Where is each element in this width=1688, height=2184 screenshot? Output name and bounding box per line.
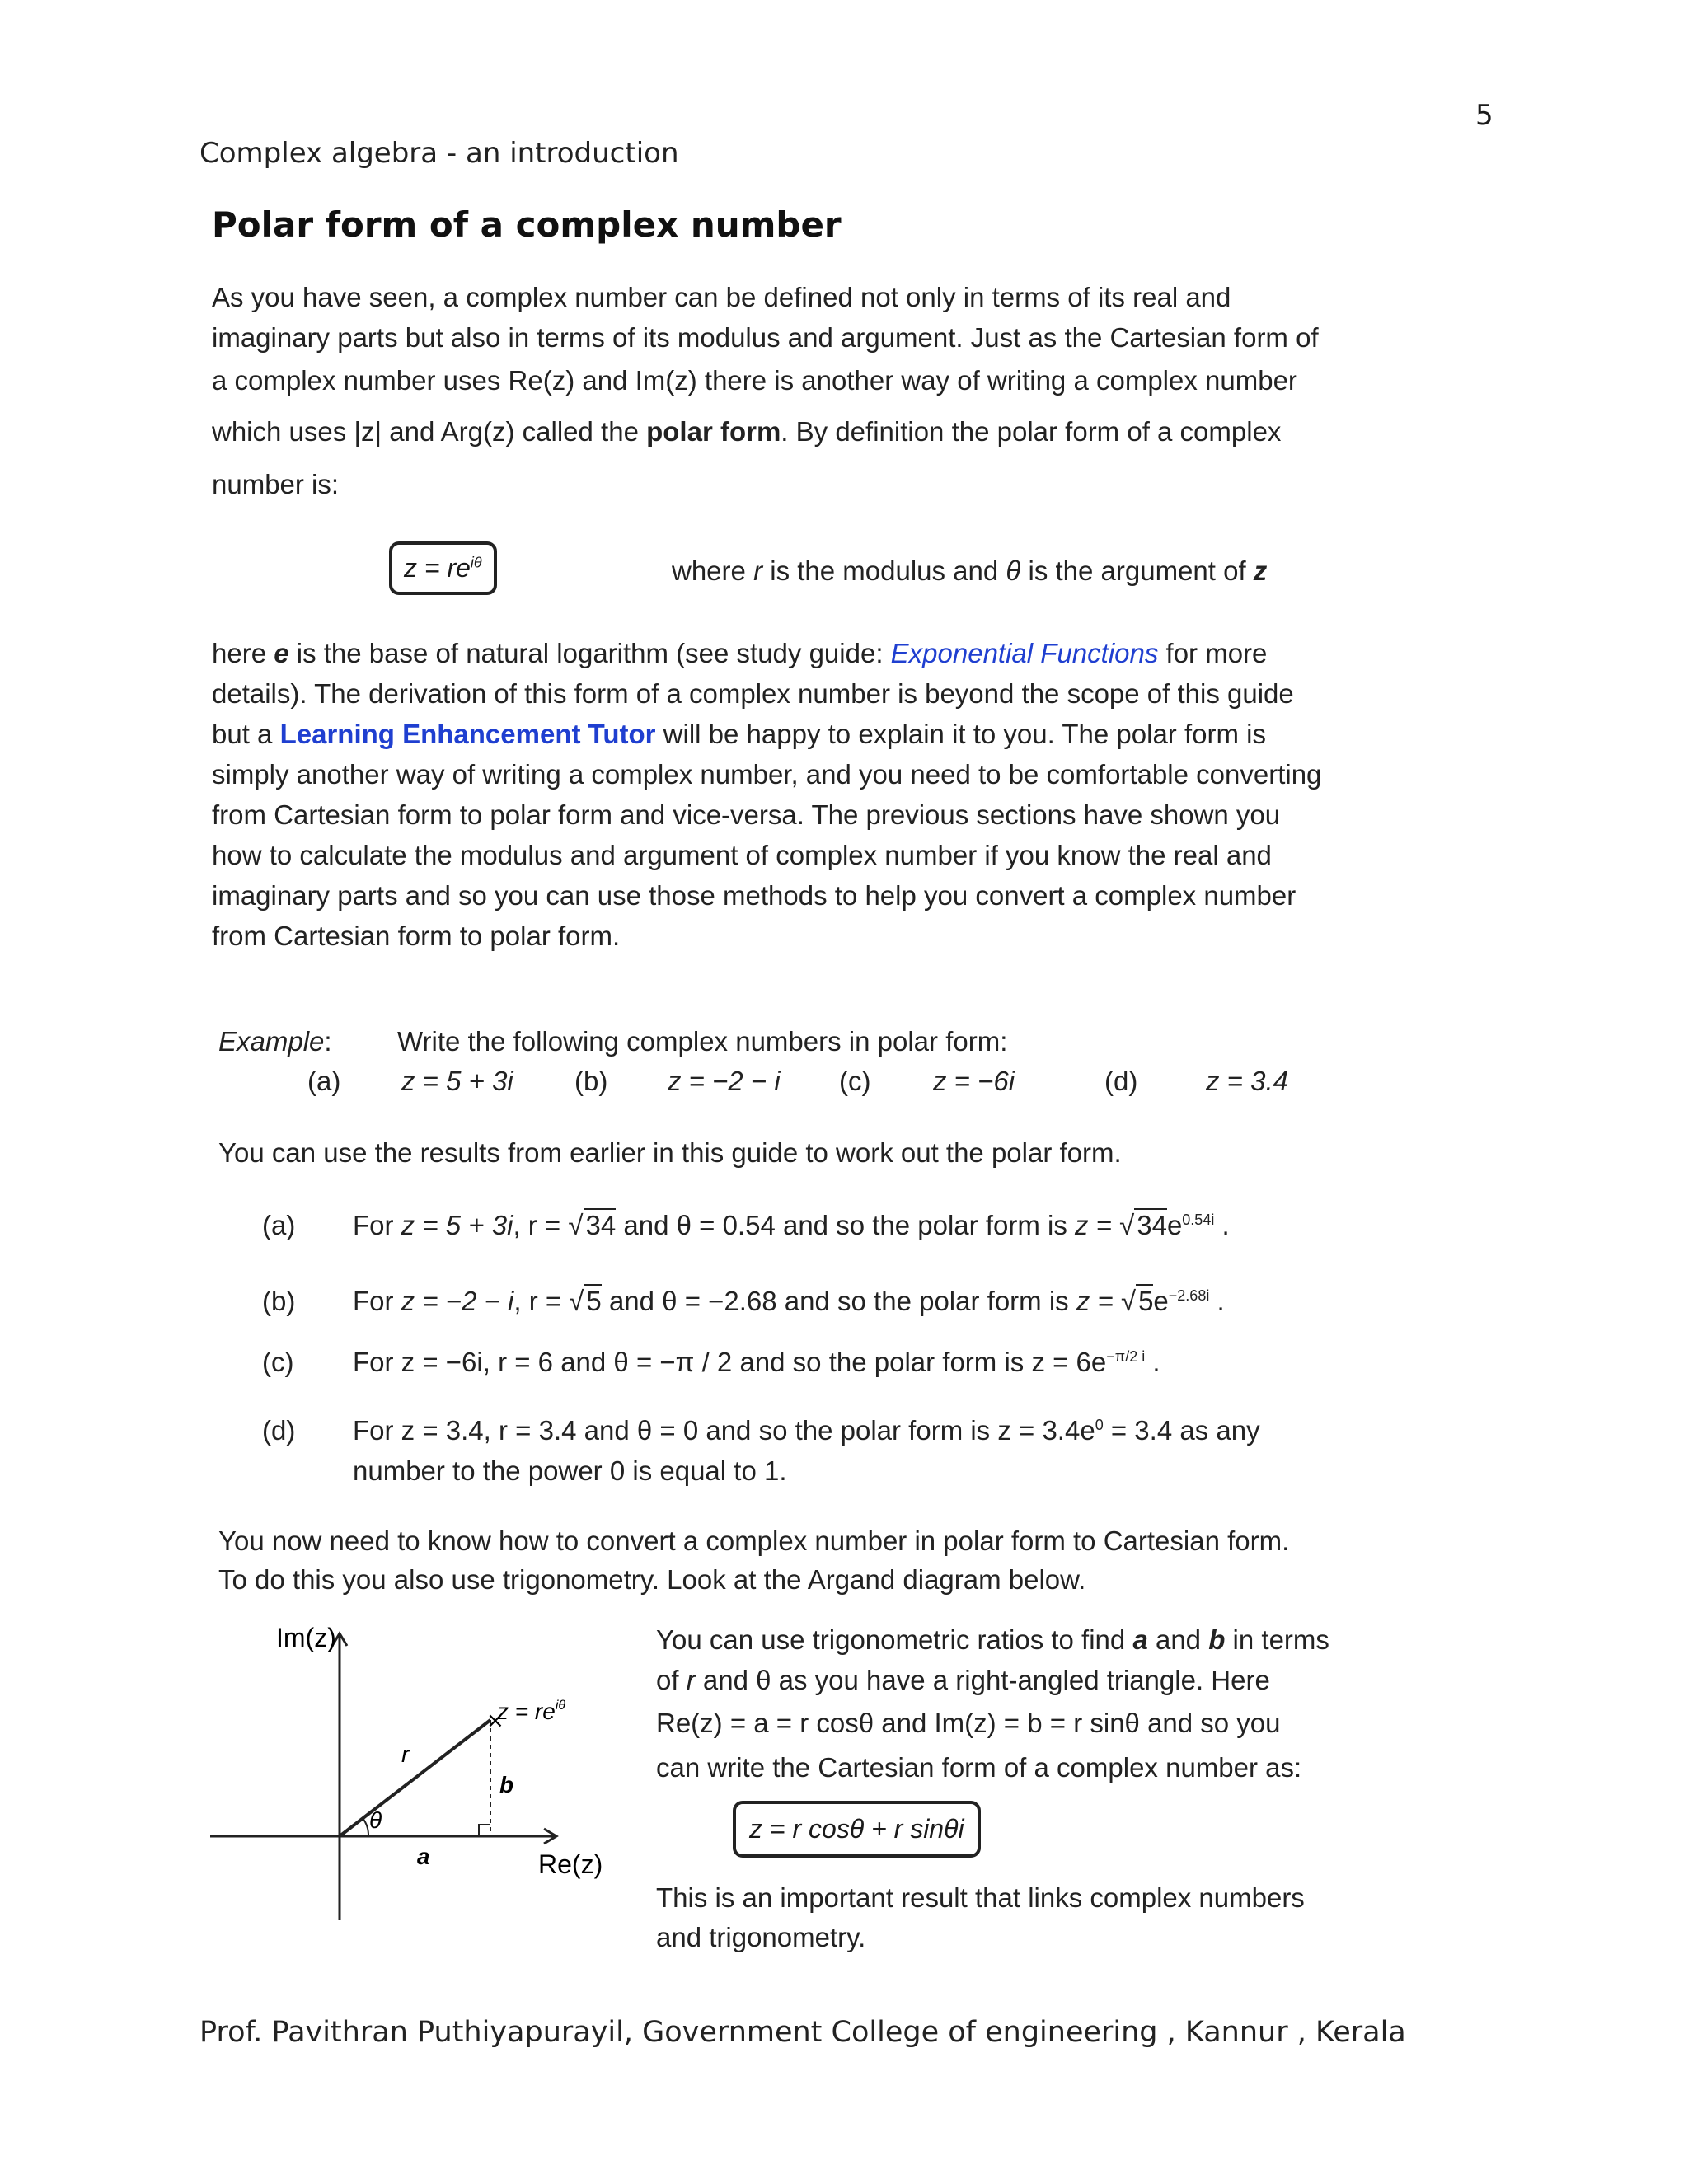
a-label: a: [417, 1844, 430, 1869]
trig-line-1: You can use trigonometric ratios to find a and b in terms: [656, 1624, 1329, 1655]
imaginary-axis-label: Im(z): [276, 1623, 336, 1652]
cartesian-form-box: z = r cosθ + r sinθi: [733, 1801, 981, 1858]
exponential-functions-link[interactable]: Exponential Functions: [890, 638, 1159, 668]
argand-diagram: [210, 1615, 622, 1929]
explanation-line-7: imaginary parts and so you can use those methods to help you convert a complex number: [212, 880, 1296, 911]
solution-d-label: (d): [262, 1415, 296, 1446]
explanation-line-4: simply another way of writing a complex number, and you need to be comfortable converting: [212, 759, 1322, 790]
explanation-line-1: here e is the base of natural logarithm (see study guide: Exponential Functions for more: [212, 638, 1268, 668]
im-z: Im(z): [635, 365, 697, 396]
solution-c: For z = −6i, r = 6 and θ = −π / 2 and so the polar form is $z = 6e^{-\pi/2 i}$ .: [353, 1347, 1160, 1377]
modulus-label: r: [401, 1741, 410, 1767]
point-marker: ×: [486, 1708, 504, 1733]
trig-line-3: Re(z) = a = r cosθ and Im(z) = b = r sinθ and so you: [656, 1708, 1281, 1738]
solution-b-label: (b): [262, 1286, 296, 1316]
page-number: 5: [1475, 99, 1493, 132]
explanation-line-8: from Cartesian form to polar form.: [212, 921, 621, 951]
polar-form-term: polar form: [646, 416, 781, 447]
intro-line-2: imaginary parts but also in terms of its modulus and argument. Just as the Cartesian form of: [212, 322, 1319, 353]
intro-line-3: a complex number uses Re(z) and Im(z) there is another way of writing a complex number: [212, 365, 1297, 396]
example-part-b-expr: z = −2 − i: [668, 1066, 781, 1096]
trig-line-6: and trigonometry.: [656, 1922, 866, 1952]
right-angle-marker: [479, 1825, 490, 1836]
polar-definition-box: [389, 541, 497, 595]
polar-definition-exponent: iθ: [470, 554, 482, 571]
real-axis-label: Re(z): [538, 1849, 603, 1879]
explanation-line-3: but a Learning Enhancement Tutor will be happy to explain it to you. The polar form is: [212, 719, 1266, 749]
trig-line-5: This is an important result that links complex numbers: [656, 1882, 1305, 1913]
example-label: Example:: [218, 1026, 332, 1057]
b-label: b: [499, 1772, 514, 1797]
footer: Prof. Pavithran Puthiyapurayil, Government College of engineering , Kannur , Kerala: [199, 2016, 1406, 2049]
solution-b: For z = −2 − i, r = √5 and θ = −2.68 and so the polar form is $z = √5e^{-2.68i}$ .: [353, 1286, 1225, 1316]
example-part-a-expr: z = 5 + 3i: [401, 1066, 513, 1096]
convert-line-1: You now need to know how to convert a complex number in polar form to Cartesian form.: [218, 1526, 1290, 1556]
example-part-c-expr: z = −6i: [933, 1066, 1015, 1096]
arg-z: Arg(z): [440, 416, 515, 447]
angle-arc: [363, 1818, 368, 1836]
explanation-line-6: how to calculate the modulus and argument of complex number if you know the real and: [212, 840, 1272, 870]
example-part-c-label: (c): [839, 1066, 871, 1096]
example-part-d-expr: z = 3.4: [1206, 1066, 1288, 1096]
solution-a-label: (a): [262, 1210, 296, 1240]
intro-line-1: As you have seen, a complex number can be defined not only in terms of its real and: [212, 282, 1231, 312]
solution-d: For z = 3.4, r = 3.4 and θ = 0 and so the polar form is $z = 3.4e^0 = 3.4$ as any: [353, 1415, 1260, 1446]
learning-tutor-link[interactable]: Learning Enhancement Tutor: [279, 719, 656, 749]
solution-intro: You can use the results from earlier in this guide to work out the polar form.: [218, 1137, 1122, 1168]
solution-d-line-2: number to the power 0 is equal to 1.: [353, 1455, 787, 1486]
convert-line-2: To do this you also use trigonometry. Look at the Argand diagram below.: [218, 1564, 1086, 1595]
explanation-line-5: from Cartesian form to polar form and vice-versa. The previous sections have shown you: [212, 799, 1281, 830]
polar-definition-formula: z = re: [404, 553, 471, 583]
definition-where: where r is the modulus and θ is the argument of z: [672, 555, 1268, 586]
solution-c-label: (c): [262, 1347, 294, 1377]
section-title: Polar form of a complex number: [212, 204, 842, 245]
explanation-line-2: details). The derivation of this form of a complex number is beyond the scope of this guide: [212, 678, 1294, 709]
example-part-a-label: (a): [307, 1066, 341, 1096]
theta-label: θ: [369, 1807, 382, 1833]
intro-line-4: which uses |z| and Arg(z) called the polar form. By definition the polar form of a complex: [212, 416, 1282, 447]
abs-z: |z|: [354, 416, 382, 447]
re-z: Re(z): [508, 365, 575, 396]
trig-line-4: can write the Cartesian form of a complex number as:: [656, 1752, 1302, 1783]
point-label: $z = re^{i\theta}$: [497, 1699, 566, 1724]
running-header: Complex algebra - an introduction: [199, 137, 679, 170]
intro-line-5: number is:: [212, 469, 340, 499]
example-instruction: Write the following complex numbers in polar form:: [397, 1026, 1008, 1057]
example-part-b-label: (b): [574, 1066, 608, 1096]
example-part-d-label: (d): [1104, 1066, 1138, 1096]
solution-a: For z = 5 + 3i, r = √34 and θ = 0.54 and so the polar form is $z = √34e^{0.54i}$ .: [353, 1210, 1230, 1240]
trig-line-2: of r and θ as you have a right-angled triangle. Here: [656, 1665, 1270, 1695]
